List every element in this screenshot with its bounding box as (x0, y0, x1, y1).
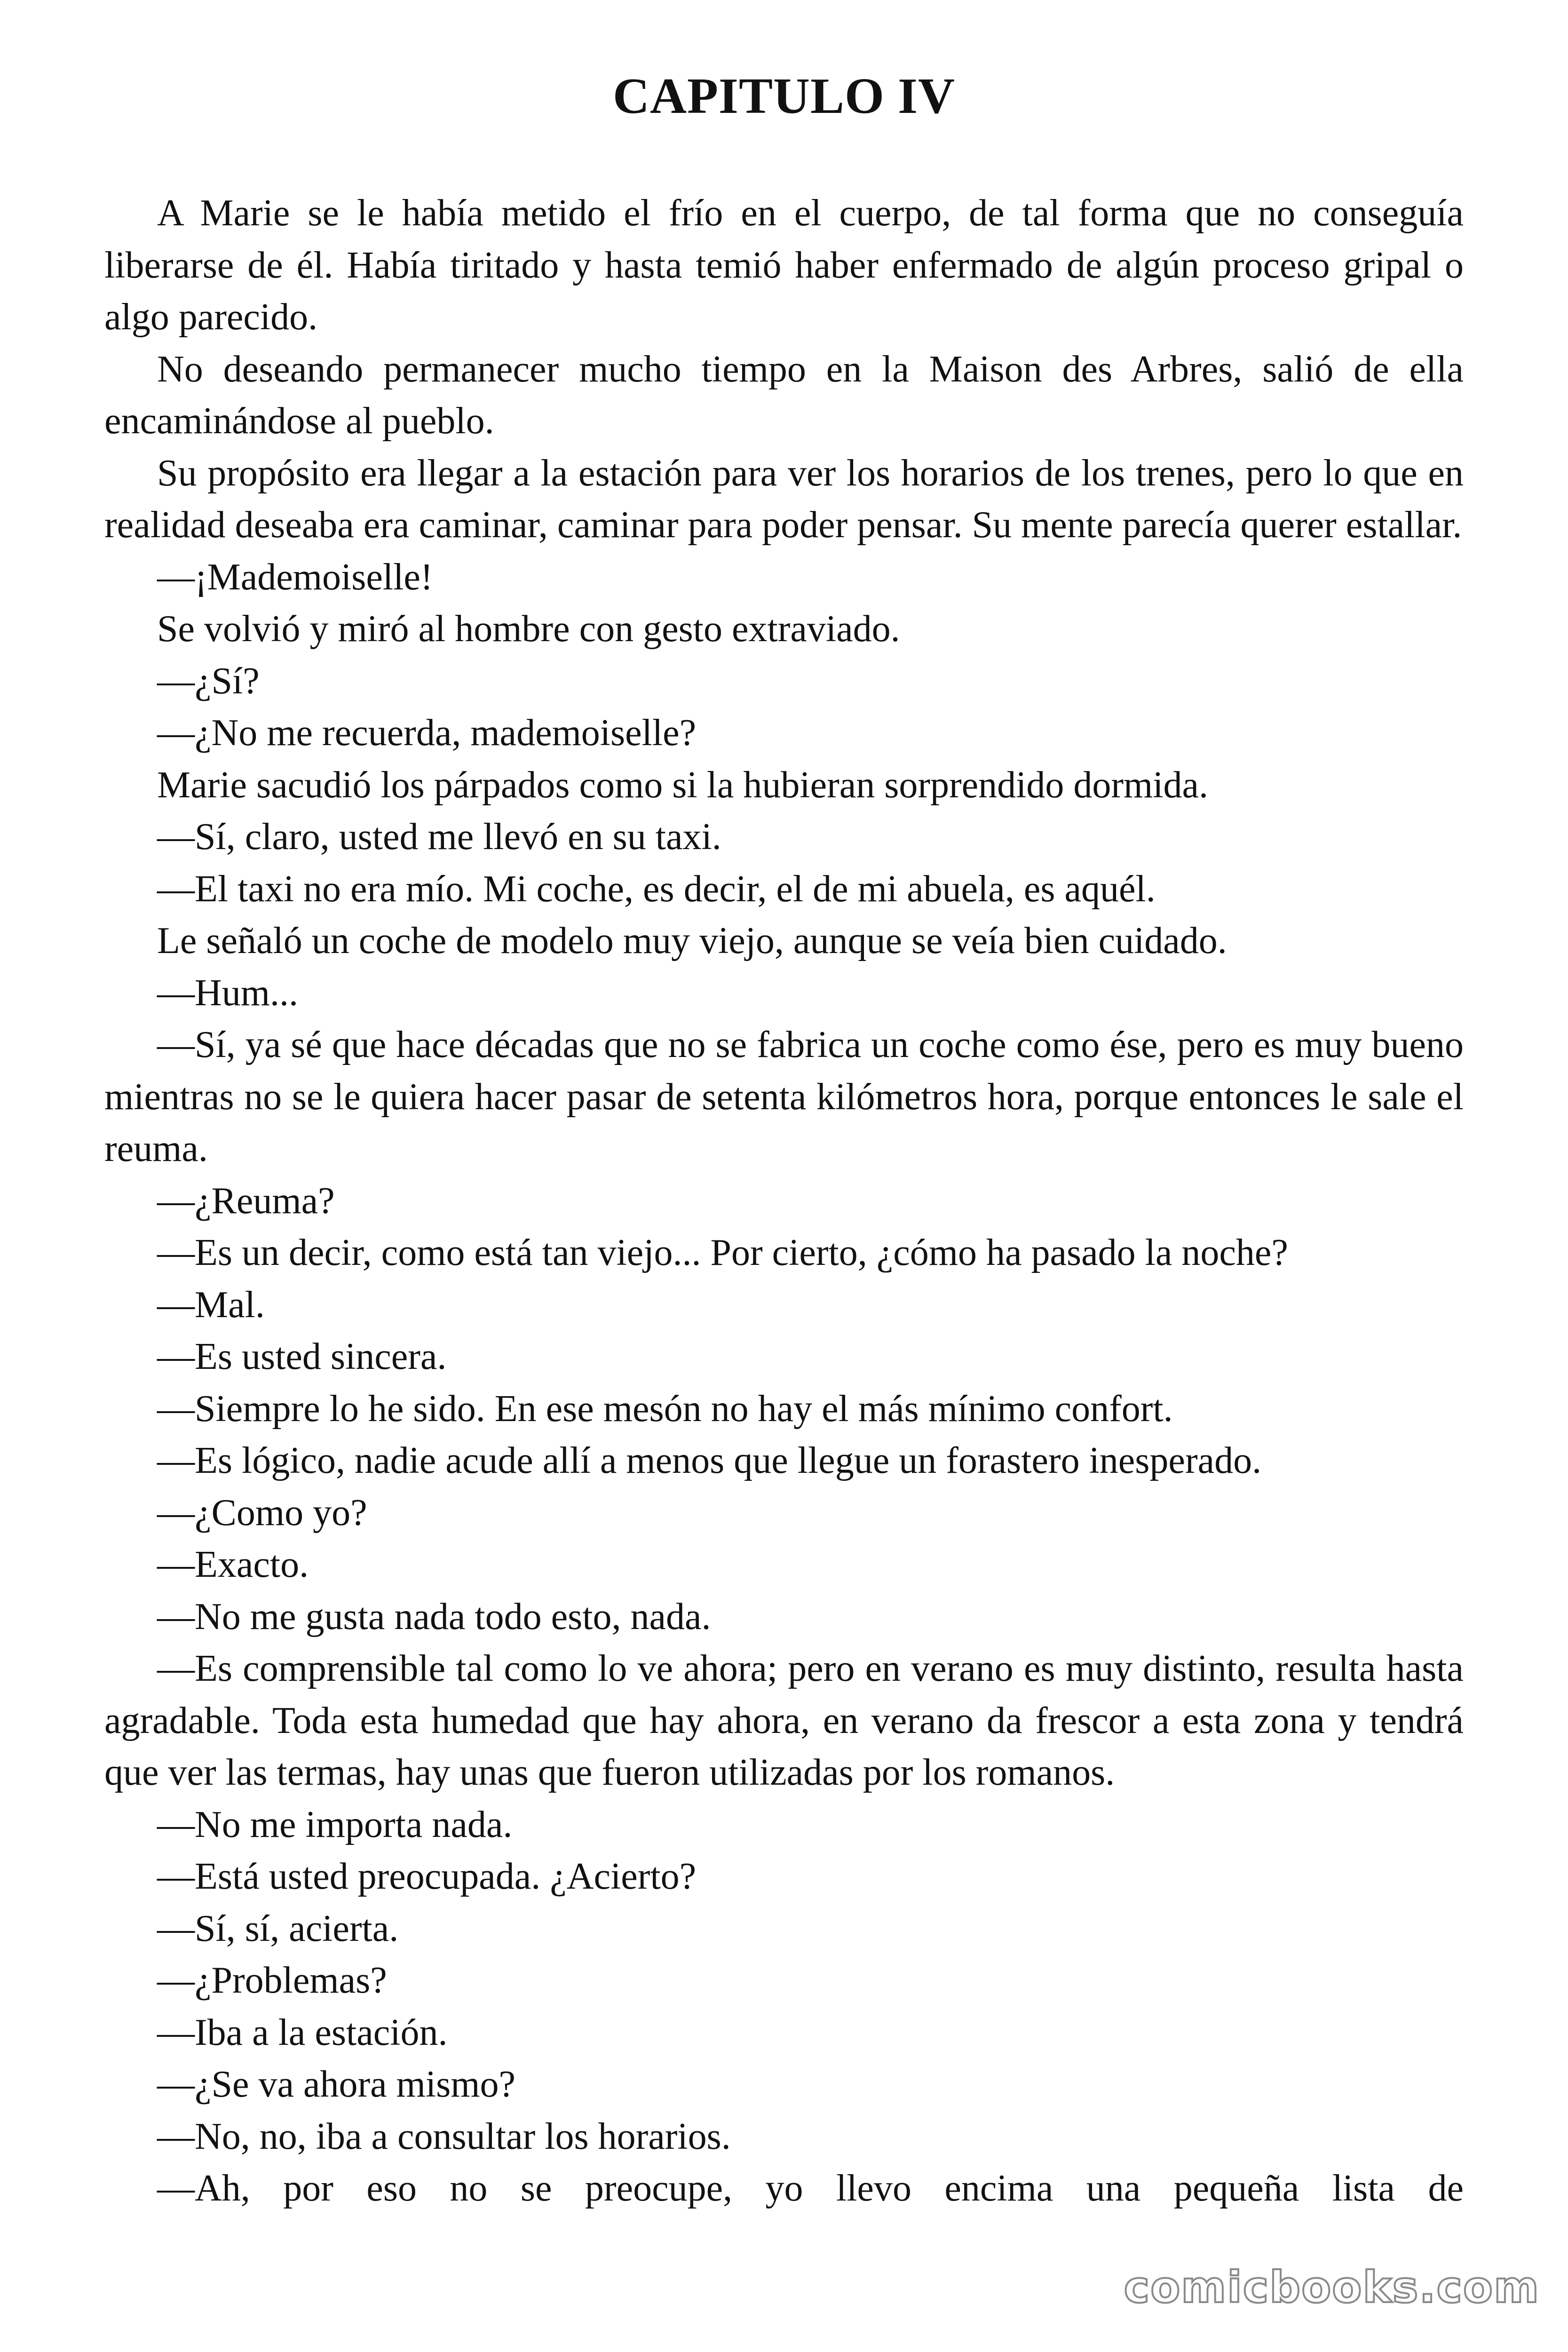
dialogue-line: —Sí, ya sé que hace décadas que no se fabrica un coche como ése, pero es muy bueno mientras no se le quiera hacer pasar de setenta kilómetros hora, porque entonces le sale el reuma. (104, 1024, 1464, 1169)
dialogue-line: —¿Reuma? (157, 1180, 335, 1222)
dialogue-line: —Es un decir, como está tan viejo... Por cierto, ¿cómo ha pasado la noche? (157, 1232, 1288, 1273)
chapter-title: CAPITULO IV (612, 68, 956, 124)
dialogue-line: —¿Sí? (157, 660, 260, 702)
dialogue-line: —El taxi no era mío. Mi coche, es decir, el de mi abuela, es aquél. (157, 868, 1156, 910)
paragraph: No deseando permanecer mucho tiempo en la Maison des Arbres, salió de ella encaminándose al pueblo. (104, 348, 1464, 442)
dialogue-line: —¿Se va ahora mismo? (157, 2064, 515, 2105)
chapter-body (104, 187, 1464, 2215)
paragraph: Su propósito era llegar a la estación para ver los horarios de los trenes, pero lo que en realidad deseaba era caminar, caminar para poder pensar. Su mente parecía querer estallar. (104, 452, 1464, 546)
dialogue-line: —Siempre lo he sido. En ese mesón no hay el más mínimo confort. (157, 1388, 1173, 1430)
dialogue-line: —Sí, sí, acierta. (157, 1907, 399, 1949)
dialogue-line: —No me gusta nada todo esto, nada. (157, 1596, 711, 1637)
dialogue-line: —Hum... (157, 972, 298, 1014)
dialogue-line: —Es comprensible tal como lo ve ahora; pero en verano es muy distinto, resulta hasta agradable. Toda esta humedad que hay ahora, en verano da frescor a esta zona y tendrá que ver las termas, hay unas que fueron utilizadas por los romanos. (104, 1648, 1464, 1793)
dialogue-line: —Ah, por eso no se preocupe, yo llevo encima una pequeña lista de (157, 2168, 1464, 2209)
dialogue-line: —¿No me recuerda, mademoiselle? (157, 712, 697, 754)
dialogue-line: —No me importa nada. (157, 1804, 513, 1845)
dialogue-line: —¡Mademoiselle! (157, 556, 433, 598)
paragraph: Le señaló un coche de modelo muy viejo, aunque se veía bien cuidado. (157, 920, 1227, 961)
dialogue-line: —Está usted preocupada. ¿Acierto? (157, 1856, 697, 1897)
dialogue-line: —Mal. (157, 1284, 265, 1326)
dialogue-line: —¿Problemas? (157, 1960, 387, 2001)
dialogue-line: —Es usted sincera. (157, 1336, 447, 1377)
dialogue-line: —Es lógico, nadie acude allí a menos que llegue un forastero inesperado. (157, 1440, 1262, 1481)
paragraph: A Marie se le había metido el frío en el cuerpo, de tal forma que no conseguía liberarse de él. Había tiritado y hasta temió haber enfermado de algún proceso gripal o algo parecido. (104, 192, 1464, 338)
site-watermark: comicbooks.com (1124, 2262, 1540, 2312)
dialogue-line: —¿Como yo? (157, 1492, 367, 1534)
dialogue-line: —Exacto. (157, 1544, 309, 1585)
dialogue-line: —No, no, iba a consultar los horarios. (157, 2115, 731, 2157)
dialogue-line: —Iba a la estación. (157, 2011, 448, 2053)
paragraph: Se volvió y miró al hombre con gesto extraviado. (157, 608, 900, 650)
paragraph: Marie sacudió los párpados como si la hubieran sorprendido dormida. (157, 764, 1208, 806)
dialogue-line: —Sí, claro, usted me llevó en su taxi. (157, 816, 721, 858)
